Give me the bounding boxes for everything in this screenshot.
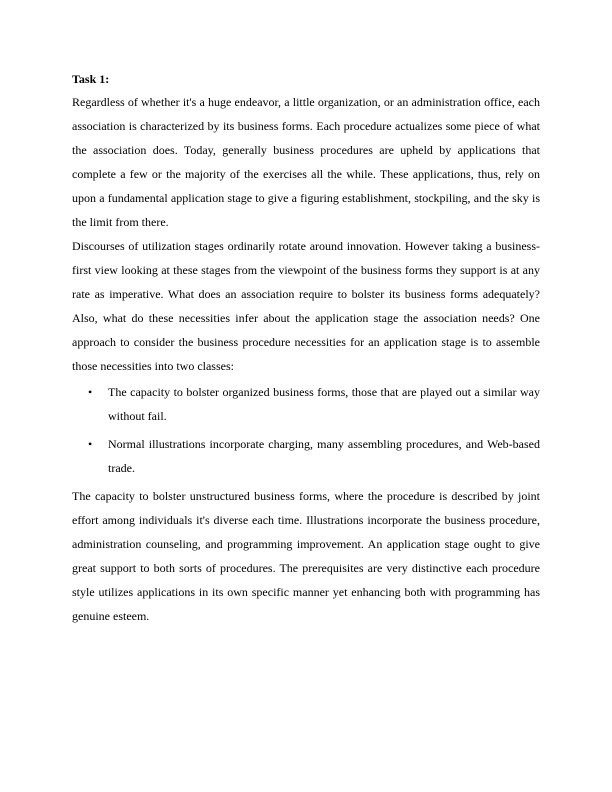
bullet-item-2 bbox=[72, 432, 540, 480]
bullet-item-text: The capacity to bolster organized business forms, those that are played out a similar way without fail. bbox=[108, 385, 540, 423]
bullet-icon: • bbox=[88, 437, 93, 451]
task-heading: Task 1: bbox=[72, 72, 110, 86]
paragraph-3: The capacity to bolster unstructured business forms, where the procedure is described by joint effort among individuals it's diverse each time. Illustrations incorporate the business procedure, administration counseling, and programming improvement. An application stage ought to give great support to both sorts of procedures. The prerequisites are very distinctive each procedure style utilizes applications in its own specific manner yet enhancing both with programming has genuine esteem. bbox=[72, 489, 540, 623]
document-page bbox=[72, 68, 540, 628]
paragraph-2: Discourses of utilization stages ordinarily rotate around innovation. However taking a business-first view looking at these stages from the viewpoint of the business forms they support is at any rate as imperative. What does an association require to bolster its business forms adequately? Also, what do these necessities infer about the application stage the association needs? One approach to consider the business procedure necessities for an application stage is to assemble those necessities into two classes: bbox=[72, 239, 540, 373]
bullet-item-text: Normal illustrations incorporate charging, many assembling procedures, and Web-based trade. bbox=[108, 437, 540, 475]
bullet-list bbox=[72, 380, 540, 480]
bullet-item-1 bbox=[72, 380, 540, 428]
bullet-icon: • bbox=[88, 385, 93, 399]
paragraph-1: Regardless of whether it's a huge endeavor, a little organization, or an administration office, each association is characterized by its business forms. Each procedure actualizes some piece of what the association does. Today, generally business procedures are upheld by applications that complete a few or the majority of the exercises all the while. These applications, thus, rely on upon a fundamental application stage to give a figuring establishment, stockpiling, and the sky is the limit from there. bbox=[72, 95, 540, 229]
